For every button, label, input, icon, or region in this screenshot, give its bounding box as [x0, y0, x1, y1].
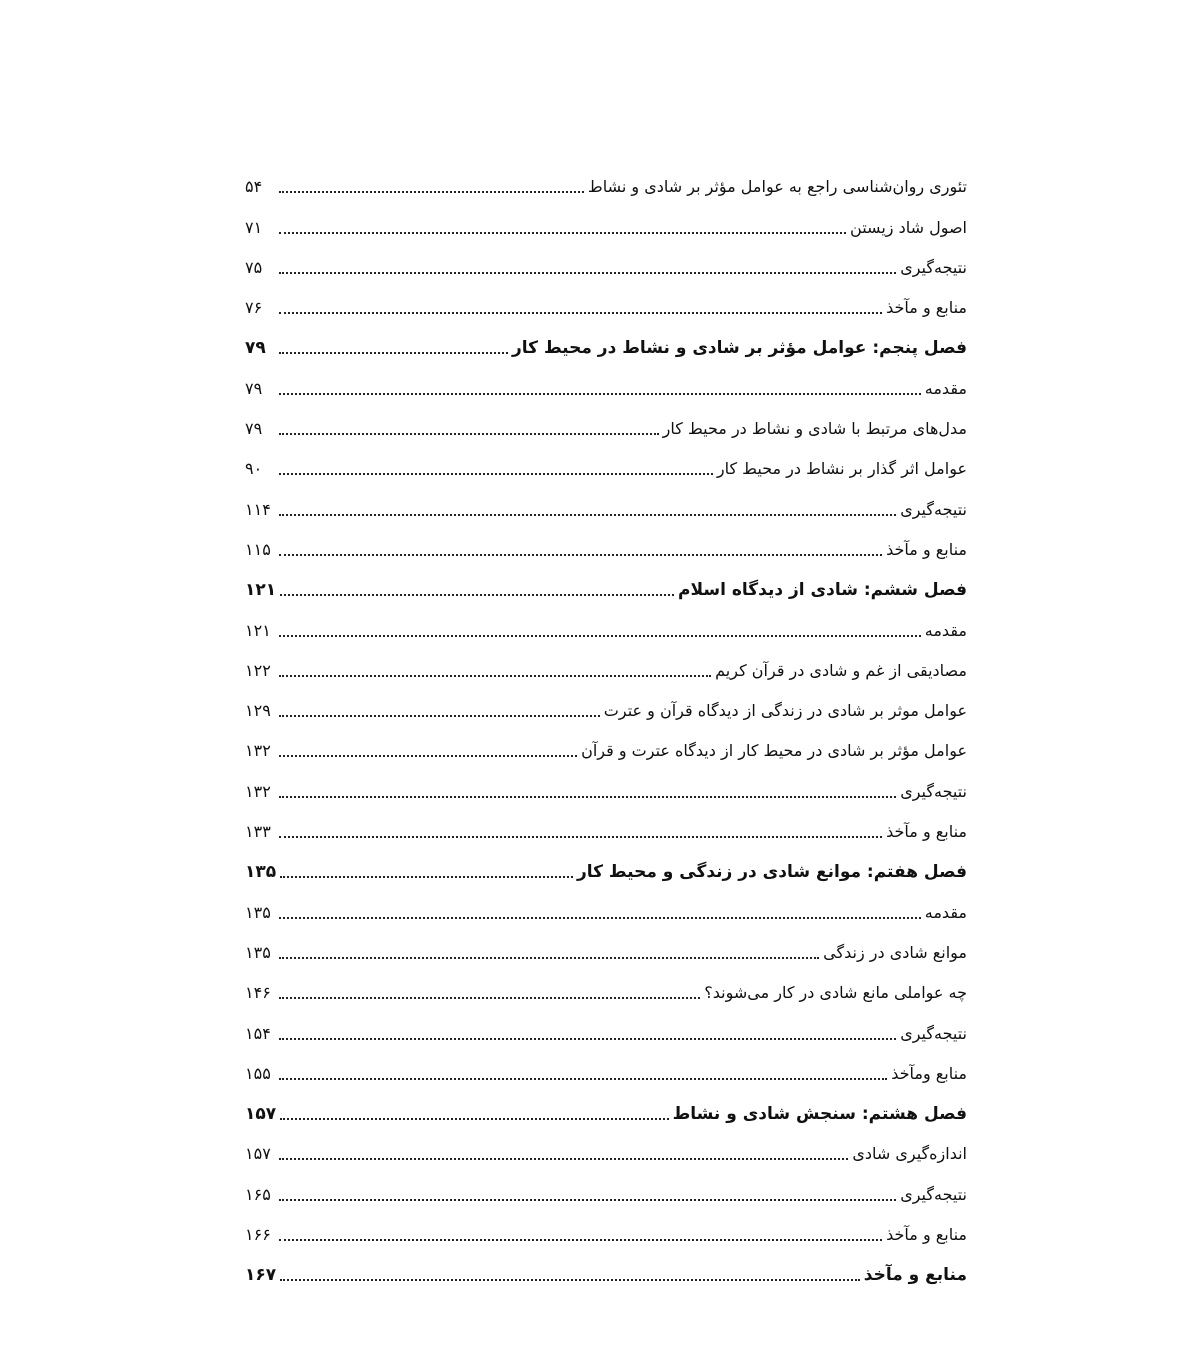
toc-entry-title: منابع و مآخذ — [863, 1265, 967, 1286]
dot-leader — [279, 755, 577, 757]
toc-entry-title: فصل هشتم: سنجش شادی و نشاط — [672, 1104, 967, 1125]
toc-chapter-entry — [245, 321, 967, 361]
toc-chapter-entry — [245, 563, 967, 603]
toc-entry — [245, 402, 967, 442]
dot-leader — [279, 191, 584, 193]
toc-page-number: ۱۲۲ — [245, 660, 271, 680]
toc-entry — [245, 1167, 967, 1207]
toc-entry — [245, 1047, 967, 1087]
table-of-contents — [245, 160, 967, 1288]
toc-entry — [245, 1006, 967, 1046]
toc-page-number: ۱۲۱ — [245, 580, 277, 601]
toc-entry — [245, 926, 967, 966]
toc-entry-title: نتیجه‌گیری — [900, 1023, 967, 1043]
toc-page-number: ۷۱ — [245, 217, 263, 237]
toc-entry-title: نتیجه‌گیری — [900, 257, 967, 277]
toc-page-number: ۱۳۵ — [245, 902, 271, 922]
toc-entry-title: مقدمه — [924, 902, 967, 922]
toc-page-number: ۱۵۷ — [245, 1104, 277, 1125]
dot-leader — [279, 957, 819, 959]
dot-leader — [279, 312, 882, 314]
toc-page-number: ۷۵ — [245, 257, 263, 277]
dot-leader — [279, 433, 659, 435]
toc-entry — [245, 885, 967, 925]
toc-entry — [245, 1208, 967, 1248]
toc-page-number: ۱۵۴ — [245, 1023, 271, 1043]
toc-entry-title: عوامل اثر گذار بر نشاط در محیط کار — [716, 459, 967, 479]
toc-entry-title: اندازه‌گیری شادی — [852, 1144, 967, 1164]
toc-entry-title: مقدمه — [924, 620, 967, 640]
dot-leader — [279, 836, 882, 838]
toc-entry — [245, 361, 967, 401]
toc-entry — [245, 764, 967, 804]
toc-entry-title: عوامل موثر بر شادی در زندگی از دیدگاه قرآن و عترت — [603, 701, 967, 721]
toc-entry-title: چه عواملی مانع شادی در کار می‌شوند؟ — [704, 983, 967, 1003]
toc-entry — [245, 523, 967, 563]
toc-entry — [245, 160, 967, 200]
toc-entry-title: تئوری روان‌شناسی راجع به عوامل مؤثر بر شادی و نشاط — [587, 177, 967, 197]
dot-leader — [279, 1078, 887, 1080]
dot-leader — [280, 1118, 668, 1120]
toc-entry — [245, 281, 967, 321]
dot-leader — [279, 997, 700, 999]
toc-page-number: ۵۴ — [245, 177, 263, 197]
toc-entry-title: نتیجه‌گیری — [900, 781, 967, 801]
toc-entry-title: منابع و مآخذ — [886, 298, 967, 318]
toc-entry-title: فصل ششم: شادی از دیدگاه اسلام — [678, 580, 967, 601]
dot-leader — [280, 1279, 860, 1281]
toc-entry — [245, 603, 967, 643]
toc-page-number: ۱۲۱ — [245, 620, 271, 640]
dot-leader — [279, 917, 921, 919]
toc-entry — [245, 966, 967, 1006]
toc-page-number: ۱۶۵ — [245, 1184, 271, 1204]
dot-leader — [280, 594, 674, 596]
toc-page-number: ۱۲۹ — [245, 701, 271, 721]
dot-leader — [279, 393, 921, 395]
toc-entry — [245, 241, 967, 281]
dot-leader — [279, 232, 846, 234]
toc-entry-title: مدل‌های مرتبط با شادی و نشاط در محیط کار — [662, 419, 967, 439]
toc-chapter-entry — [245, 1087, 967, 1127]
toc-entry-title: منابع و مآخذ — [886, 539, 967, 559]
toc-entry-title: موانع شادی در زندگی — [823, 942, 967, 962]
dot-leader — [280, 876, 573, 878]
toc-entry — [245, 200, 967, 240]
toc-entry-title: منابع و مآخذ — [886, 1225, 967, 1245]
toc-page-number: ۱۳۳ — [245, 822, 271, 842]
dot-leader — [279, 514, 896, 516]
dot-leader — [279, 272, 896, 274]
dot-leader — [279, 1199, 896, 1201]
toc-entry-title: منابع و مآخذ — [886, 822, 967, 842]
toc-entry-title: نتیجه‌گیری — [900, 499, 967, 519]
toc-page-number: ۱۵۷ — [245, 1144, 271, 1164]
toc-chapter-entry — [245, 845, 967, 885]
toc-entry-title: مقدمه — [924, 378, 967, 398]
dot-leader — [279, 635, 921, 637]
toc-entry-title: منابع ومآخذ — [891, 1063, 967, 1083]
toc-chapter-entry — [245, 1248, 967, 1288]
toc-entry — [245, 1127, 967, 1167]
toc-page-number: ۱۳۲ — [245, 781, 271, 801]
dot-leader — [279, 554, 882, 556]
toc-page-number: ۱۱۴ — [245, 499, 271, 519]
toc-entry-title: نتیجه‌گیری — [900, 1184, 967, 1204]
dot-leader — [279, 352, 508, 354]
toc-page-number: ۷۹ — [245, 378, 263, 398]
toc-entry-title: اصول شاد زیستن — [850, 217, 967, 237]
toc-page-number: ۷۹ — [245, 338, 266, 359]
toc-page-number: ۷۶ — [245, 298, 263, 318]
toc-page-number: ۱۶۶ — [245, 1225, 271, 1245]
dot-leader — [279, 1239, 882, 1241]
toc-entry — [245, 724, 967, 764]
toc-page-number: ۱۱۵ — [245, 539, 271, 559]
dot-leader — [279, 715, 600, 717]
toc-page-number: ۱۴۶ — [245, 983, 271, 1003]
toc-entry — [245, 442, 967, 482]
toc-entry-title: فصل هفتم: موانع شادی در زندگی و محیط کار — [576, 862, 967, 883]
dot-leader — [279, 473, 713, 475]
toc-entry-title: عوامل مؤثر بر شادی در محیط کار از دیدگاه عترت و قرآن — [581, 741, 967, 761]
dot-leader — [279, 675, 711, 677]
toc-page-number: ۱۵۵ — [245, 1063, 271, 1083]
toc-page-number: ۱۳۵ — [245, 942, 271, 962]
toc-entry — [245, 805, 967, 845]
toc-page-number: ۱۶۷ — [245, 1265, 277, 1286]
toc-entry-title: مصادیقی از غم و شادی در قرآن کریم — [715, 660, 967, 680]
toc-page-number: ۷۹ — [245, 419, 263, 439]
toc-entry-title: فصل پنجم: عوامل مؤثر بر شادی و نشاط در محیط کار — [511, 338, 967, 359]
toc-page-number: ۱۳۵ — [245, 862, 277, 883]
toc-entry — [245, 482, 967, 522]
toc-page-number: ۹۰ — [245, 459, 263, 479]
dot-leader — [279, 1158, 848, 1160]
toc-entry — [245, 684, 967, 724]
dot-leader — [279, 1038, 896, 1040]
toc-entry — [245, 644, 967, 684]
dot-leader — [279, 796, 896, 798]
toc-page-number: ۱۳۲ — [245, 741, 271, 761]
